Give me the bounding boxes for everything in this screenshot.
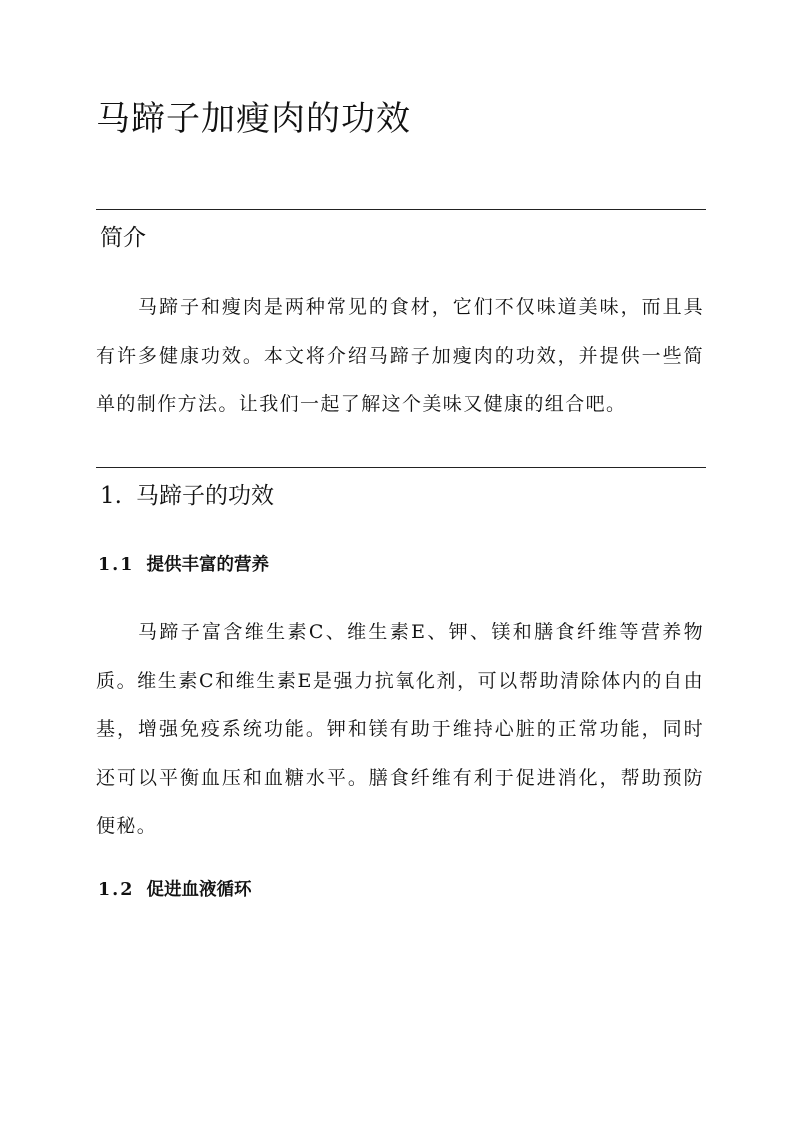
subsection-1-1-paragraph: 马蹄子富含维生素C、维生素E、钾、镁和膳食纤维等营养物质。维生素C和维生素E是强力抗氧化剂，可以帮助清除体内的自由基，增强免疫系统功能。钾和镁有助于维持心脏的正常功能，同时还可以平衡血压和血糖水平。膳食纤维有利于促进消化，帮助预防便秘。 bbox=[96, 621, 704, 837]
section-1-number: 1. bbox=[100, 483, 122, 509]
section-1-heading bbox=[100, 480, 274, 512]
intro-paragraph: 马蹄子和瘦肉是两种常见的食材，它们不仅味道美味，而且具有许多健康功效。本文将介绍马蹄子加瘦肉的功效，并提供一些简单的制作方法。让我们一起了解这个美味又健康的组合吧。 bbox=[96, 296, 704, 415]
subsection-1-2-title: 促进血液循环 bbox=[146, 880, 252, 900]
subsection-1-1-number: 1.1 bbox=[98, 555, 135, 575]
section-divider bbox=[96, 467, 706, 468]
section-1-title: 马蹄子的功效 bbox=[135, 483, 274, 509]
section-divider bbox=[96, 209, 706, 210]
subsection-1-2-number: 1.2 bbox=[98, 880, 135, 900]
subsection-1-1-title: 提供丰富的营养 bbox=[146, 555, 269, 575]
intro-heading: 简介 bbox=[100, 225, 146, 251]
subsection-1-2-heading bbox=[98, 876, 251, 904]
document-title: 马蹄子加瘦肉的功效 bbox=[96, 99, 411, 139]
subsection-1-1-heading bbox=[98, 551, 269, 579]
